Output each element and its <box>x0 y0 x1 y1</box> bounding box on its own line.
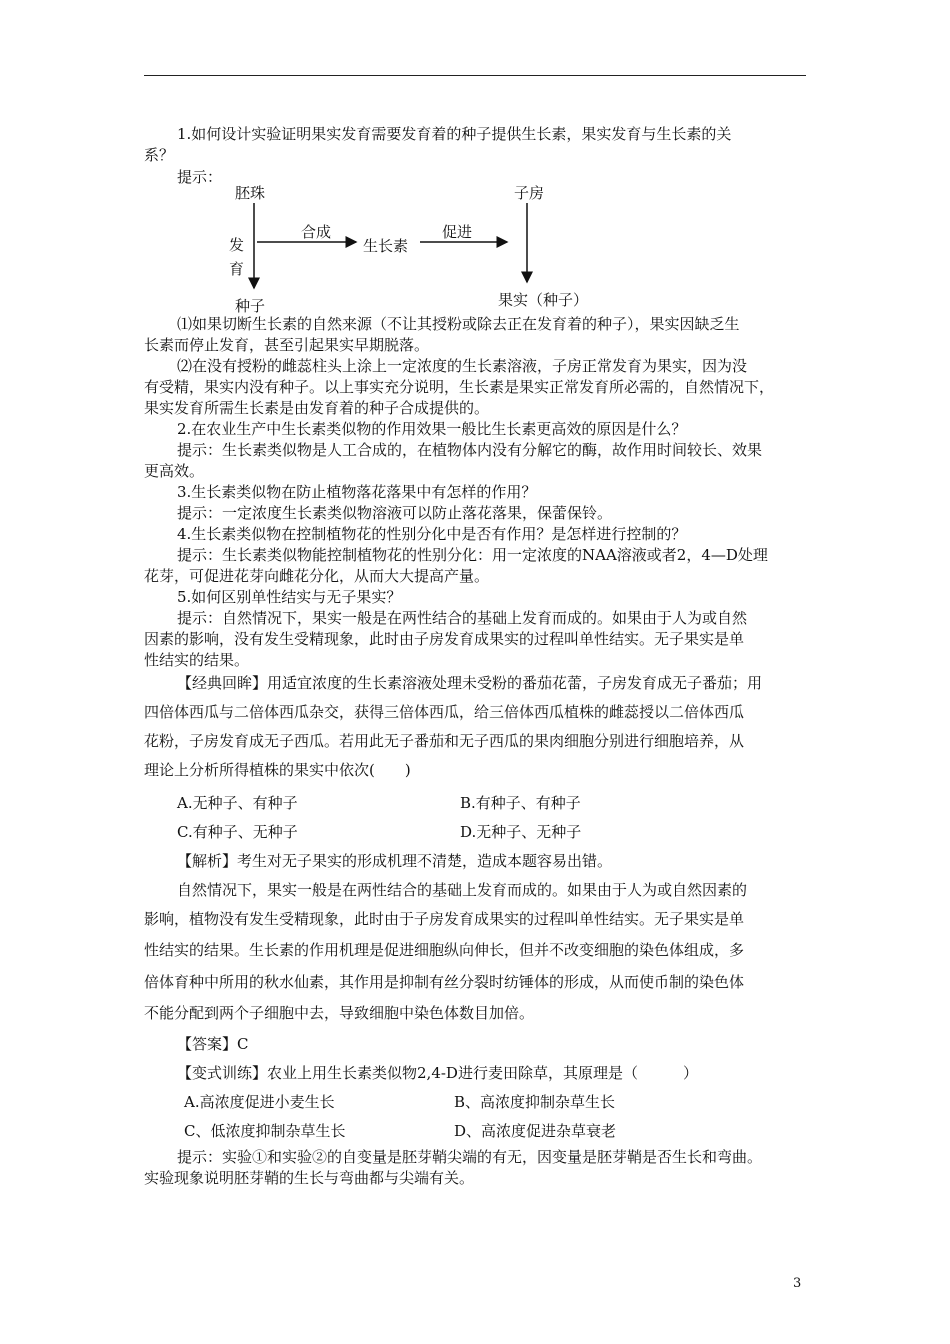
p2-line1: ⑵在没有授粉的雌蕊柱头上涂上一定浓度的生长素溶液，子房正常发育为果实，因为没 <box>177 357 748 375</box>
q5-answer-2: 因素的影响，没有发生受精现象，此时由子房发育成果实的过程叫单性结实。无子果实是单 <box>144 630 745 648</box>
analysis-line4: 倍体育种中所用的秋水仙素，其作用是抑制有丝分裂时纺锤体的形成，从而使币制的染色体 <box>144 973 745 991</box>
label-auxin: 生长素 <box>363 237 409 255</box>
page-number: 3 <box>793 1276 802 1291</box>
classic-line4: 理论上分析所得植株的果实中依次( ) <box>144 761 411 779</box>
variant-hint-1: 提示：实验①和实验②的自变量是胚芽鞘尖端的有无，因变量是胚芽鞘是否生长和弯曲。 <box>177 1148 763 1166</box>
q1-hint: 提示： <box>177 168 223 186</box>
variant-option-d: D、高浓度促进杂草衰老 <box>454 1122 617 1140</box>
analysis-line5: 不能分配到两个子细胞中去，导致细胞中染色体数目加倍。 <box>144 1004 535 1022</box>
classic-line3: 花粉，子房发育成无子西瓜。若用此无子番茄和无子西瓜的果肉细胞分别进行细胞培养，从 <box>144 732 745 750</box>
variant-option-c: C、低浓度抑制杂草生长 <box>184 1122 346 1140</box>
q2-answer-1: 提示：生长素类似物是人工合成的，在植物体内没有分解它的酶，故作用时间较长、效果 <box>177 441 763 459</box>
classic-line1: 【经典回眸】用适宜浓度的生长素溶液处理未受粉的番茄花蕾，子房发育成无子番茄；用 <box>177 674 763 692</box>
label-synthesize: 合成 <box>301 223 332 241</box>
label-ovule: 胚珠 <box>235 184 266 202</box>
p2-line3: 果实发育所需生长素是由发育着的种子合成提供的。 <box>144 399 490 417</box>
analysis-line1: 自然情况下，果实一般是在两性结合的基础上发育而成的。如果由于人为或自然因素的 <box>177 881 748 899</box>
analysis-line2: 影响，植物没有发生受精现象，此时由于子房发育成果实的过程叫单性结实。无子果实是单 <box>144 910 745 928</box>
label-promote: 促进 <box>442 223 473 241</box>
label-seed: 种子 <box>235 297 266 315</box>
q1-line2: 系？ <box>144 146 175 164</box>
analysis-line3: 性结实的结果。生长素的作用机理是促进细胞纵向伸长，但并不改变细胞的染色体组成，多 <box>144 941 745 959</box>
q4-answer-2: 花芽，可促进花芽向雌花分化，从而大大提高产量。 <box>144 567 490 585</box>
q4-question: 4.生长素类似物在控制植物花的性别分化中是否有作用？是怎样进行控制的？ <box>177 525 687 543</box>
variant-question: 【变式训练】农业上用生长素类似物2,4-D进行麦田除草，其原理是（ ） <box>177 1064 698 1082</box>
q1-line1: 1.如何设计实验证明果实发育需要发育着的种子提供生长素，果实发育与生长素的关 <box>177 125 732 143</box>
classic-line2: 四倍体西瓜与二倍体西瓜杂交，获得三倍体西瓜，给三倍体西瓜植株的雌蕊授以二倍体西瓜 <box>144 703 745 721</box>
classic-option-b: B.有种子、有种子 <box>460 794 581 812</box>
variant-option-a: A.高浓度促进小麦生长 <box>184 1093 335 1111</box>
analysis-head: 【解析】考生对无子果实的形成机理不清楚，造成本题容易出错。 <box>177 852 613 870</box>
p2-line2: 有受精，果实内没有种子。以上事实充分说明，生长素是果实正常发育所必需的，自然情况下， <box>144 378 775 396</box>
variant-hint-2: 实验现象说明胚芽鞘的生长与弯曲都与尖端有关。 <box>144 1169 475 1187</box>
q5-answer-1: 提示：自然情况下，果实一般是在两性结合的基础上发育而成的。如果由于人为或自然 <box>177 609 748 627</box>
classic-option-c: C.有种子、无种子 <box>177 823 298 841</box>
p1-line1: ⑴如果切断生长素的自然来源（不让其授粉或除去正在发育着的种子），果实因缺乏生 <box>177 315 740 333</box>
q5-answer-3: 性结实的结果。 <box>144 651 250 669</box>
label-fruit: 果实（种子） <box>498 291 589 309</box>
q2-answer-2: 更高效。 <box>144 462 205 480</box>
q3-answer: 提示：一定浓度生长素类似物溶液可以防止落花落果，保蕾保铃。 <box>177 504 613 522</box>
q3-question: 3.生长素类似物在防止植物落花落果中有怎样的作用？ <box>177 483 537 501</box>
label-ovary: 子房 <box>514 184 545 202</box>
classic-option-a: A.无种子、有种子 <box>177 794 298 812</box>
p1-line2: 长素而停止发育，甚至引起果实早期脱落。 <box>144 336 430 354</box>
q2-question: 2.在农业生产中生长素类似物的作用效果一般比生长素更高效的原因是什么？ <box>177 420 687 438</box>
q4-answer-1: 提示：生长素类似物能控制植物花的性别分化：用一定浓度的NAA溶液或者2，4—D处理 <box>177 546 768 564</box>
q5-question: 5.如何区别单性结实与无子果实？ <box>177 588 402 606</box>
classic-option-d: D.无种子、无种子 <box>460 823 582 841</box>
variant-option-b: B、高浓度抑制杂草生长 <box>454 1093 616 1111</box>
label-develop-2: 育 <box>229 260 245 278</box>
label-develop-1: 发 <box>229 236 245 254</box>
answer: 【答案】C <box>177 1035 249 1053</box>
